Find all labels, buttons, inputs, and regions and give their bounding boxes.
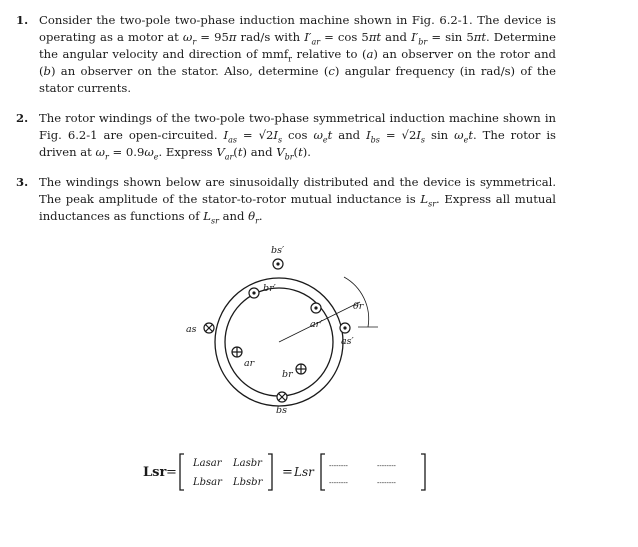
- bs-label: bs: [276, 405, 287, 416]
- equals-sign-2: =: [282, 465, 293, 480]
- right-bracket: [268, 454, 272, 490]
- right-bracket: [421, 454, 425, 490]
- ar-prime-label: ar′: [310, 319, 323, 330]
- matrix-factor: Lsr: [294, 465, 314, 479]
- matrix-entry-bsbr: Lbsbr: [233, 477, 263, 488]
- problem-text: Consider the two-pole two-phase induction machine shown in Fig. 6.2-1. The device is operating as a motor at $\omega_r = 95\pi$ rad/s with $I'_{ar} = \cos 5\pi t$ and $I'_{br} = \sin 5\pi t$. Determine the angular velocity and direction of mmf$_r$ relative to (a) an observer on the rotor and (b) an observer on the stator. Also, determine (c) angular frequency (in rad/s) of the stator currents.: [39, 13, 557, 95]
- matrix-entry-asar: Lasar: [193, 458, 222, 469]
- left-bracket: [321, 454, 325, 490]
- br-prime-label: br′: [263, 283, 276, 294]
- problem-number: 3.: [16, 175, 29, 189]
- matrix-entry-bsar: Lbsar: [193, 477, 222, 488]
- blank-entry: --------: [377, 479, 396, 487]
- equals-sign-1: =: [166, 465, 177, 480]
- matrix-entry-asbr: Lasbr: [233, 458, 262, 469]
- problem-text: The rotor windings of the two-pole two-phase symmetrical induction machine shown in Fig. 6.2-1 are open-circuited. $I_{as} = √2I_s$ $\cos \omega_et$ and $I_{bs} = √2I_s$ $\sin \omega_et$. The rotor is driven at $\omega_r = 0.9\omega_e$. Express $V_{ar}(t)$ and $V_{br}(t)$.: [39, 111, 557, 162]
- blank-entry: --------: [329, 479, 348, 487]
- as-label: as: [186, 324, 197, 335]
- left-bracket: [180, 454, 184, 490]
- br-label: br: [282, 369, 293, 380]
- matrix-lhs: Lsr: [143, 465, 167, 480]
- problem-number: 2.: [16, 111, 29, 125]
- bs-prime-label: bs′: [271, 245, 285, 256]
- problem-text: The windings shown below are sinusoidally distributed and the device is symmetrical. The peak amplitude of the stator-to-rotor mutual inductance is $L_{sr}$. Express all mutual inductances as functions of $L_{sr}$ and $\theta_r$.: [39, 175, 556, 226]
- as-prime-label: as′: [341, 336, 354, 347]
- theta-label: θr: [353, 301, 364, 312]
- blank-entry: --------: [329, 462, 348, 470]
- ar-label: ar: [244, 358, 255, 369]
- blank-entry: --------: [377, 462, 396, 470]
- problem-number: 1.: [16, 13, 29, 27]
